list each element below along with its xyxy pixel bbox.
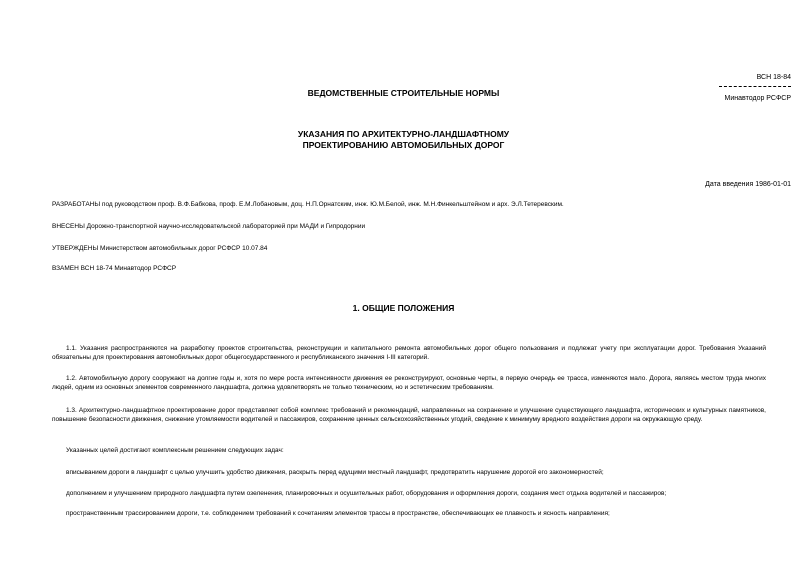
goal-item-2: дополнением и улучшением природного ландшафта путем озеленения, планировочных и осушительных работ, оборудования и оформления дороги, создания мест отдыха водителей и пассажиров; xyxy=(66,490,667,497)
paragraph-1-3: 1.3. Архитектурно-ландшафтное проектирование дорог представляет собой комплекс требований и рекомендаций, направленных на сохранение и улучшение существующего ландшафта, исторических и культурных памятников, повышение безопасности движения, снижение утомляемости водителей и пассажиров, сохранение ценных сельскохозяйственных угодий, сведение к минимуму вредного воздействия дороги на окружающую среду. xyxy=(52,407,766,423)
subtitle-line-2: ПРОЕКТИРОВАНИЮ АВТОМОБИЛЬНЫХ ДОРОГ xyxy=(302,140,505,150)
goal-item-3: пространственным трассированием дороги, т.е. соблюдением требований к сочетаниям элементов трассы в пространстве, обеспечивающих ее плавность и ясность направления; xyxy=(66,510,610,517)
intro-date: Дата введения 1986-01-01 xyxy=(705,181,791,188)
goals-intro: Указанных целей достигают комплексным решением следующих задач: xyxy=(66,447,284,454)
developed-by: РАЗРАБОТАНЫ под руководством проф. В.Ф.Бабкова, проф. Е.М.Лобановым, доц. Н.П.Орнатским, инж. Ю.М.Белой, инж. М.Н.Финкельштейном и арх. Э.Л.Тетеревским. xyxy=(52,201,564,208)
goal-item-1: вписыванием дороги в ландшафт с целью улучшить удобство движения, раскрыть перед едущими местный ландшафт, предотвратить нарушение дорогой его закономерностей; xyxy=(66,469,604,476)
subtitle-line-1: УКАЗАНИЯ ПО АРХИТЕКТУРНО-ЛАНДШАФТНОМУ xyxy=(297,129,510,139)
paragraph-1-2: 1.2. Автомобильную дорогу сооружают на долгие годы и, хотя по мере роста интенсивности движения ее реконструируют, основные черты, в первую очередь ее трасса, изменяются мало. Дорога, являясь местом труда многих людей, одним из основных элементов современного ландшафта, должна удовлетворять не только техническим, но и эстетическим требованиям. xyxy=(52,375,766,391)
document-code: ВСН 18-84 xyxy=(756,74,791,81)
main-title: ВЕДОМСТВЕННЫЕ СТРОИТЕЛЬНЫЕ НОРМЫ xyxy=(307,88,500,98)
header-divider xyxy=(719,86,791,87)
approved-by: УТВЕРЖДЕНЫ Министерством автомобильных дорог РСФСР 10.07.84 xyxy=(52,245,268,252)
replaces: ВЗАМЕН ВСН 18-74 Минавтодор РСФСР xyxy=(52,265,177,272)
ministry-label: Минавтодор РСФСР xyxy=(724,95,791,102)
section-1-title: 1. ОБЩИЕ ПОЛОЖЕНИЯ xyxy=(352,303,455,313)
paragraph-1-1: 1.1. Указания распространяются на разработку проектов строительства, реконструкции и капитального ремонта автомобильных дорог общего пользования и подлежат учету при эксплуатации дорог. Требования Указаний обязательны для проектирования автомобильных дорог общегосударственного и республиканского значения I-III категорий. xyxy=(52,345,766,361)
introduced-by: ВНЕСЕНЫ Дорожно-транспортной научно-исследовательской лабораторией при МАДИ и Гипродорнии xyxy=(52,223,366,230)
